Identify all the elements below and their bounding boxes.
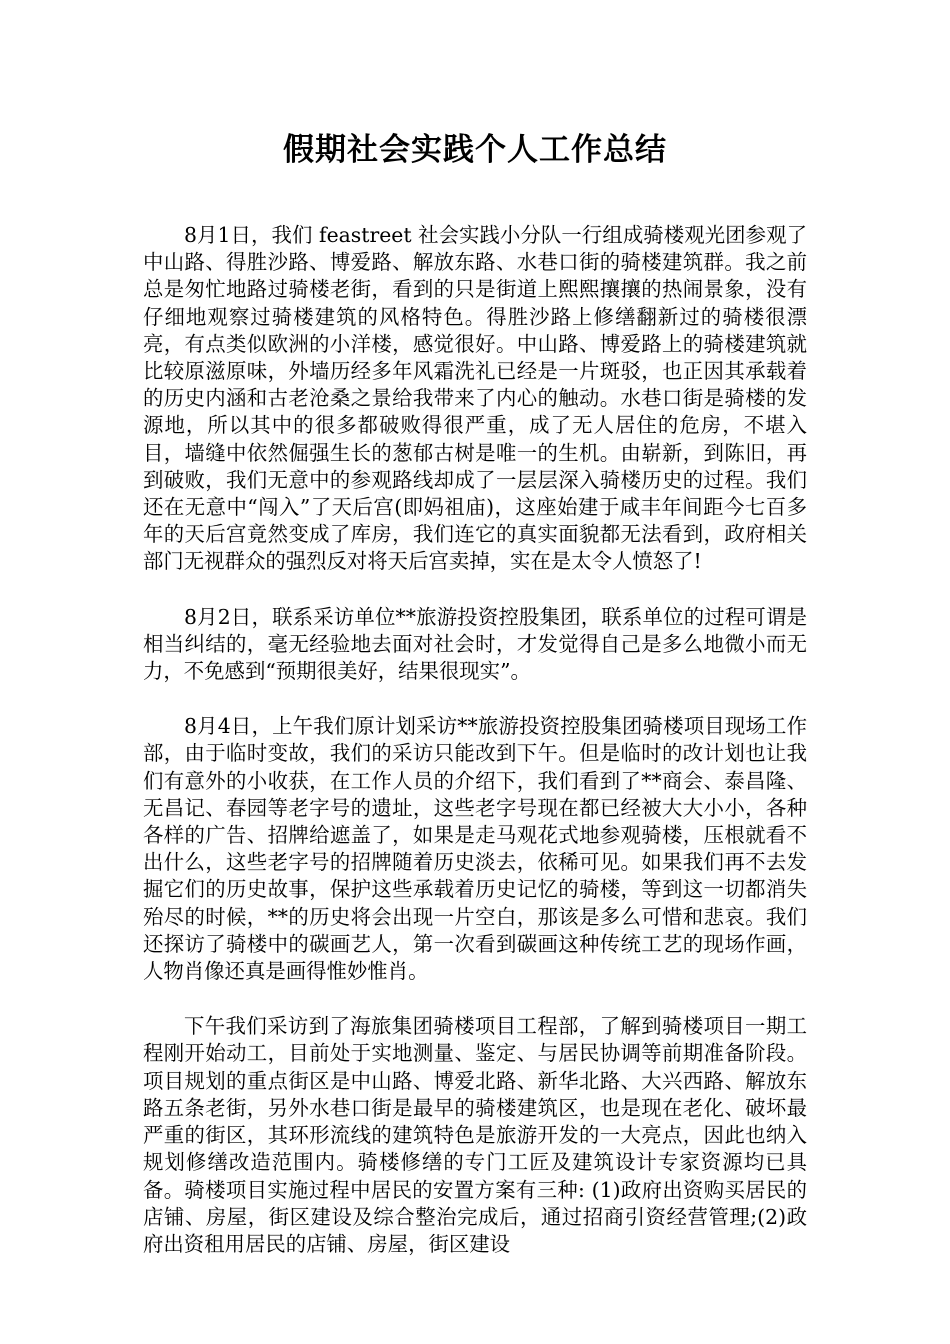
paragraph-aug-4-afternoon: 下午我们采访到了海旅集团骑楼项目工程部，了解到骑楼项目一期工程刚开始动工，目前处于实地测量、鉴定、与居民协调等前期准备阶段。项目规划的重点街区是中山路、博爱北路、新华北路、大兴西路、解放东路五条老街，另外水巷口街是最早的骑楼建筑区，也是现在老化、破坏最严重的街区，其环形流线的建筑特色是旅游开发的一大亮点，因此也纳入规划修缮改造范围内。骑楼修缮的专门工匠及建筑设计专家资源均已具备。骑楼项目实施过程中居民的安置方案有三种: (1)政府出资购买居民的店铺、房屋，街区建设及综合整治完成后，通过招商引资经营管理;(2)政府出资租用居民的店铺、房屋，街区建设 [143, 1014, 807, 1256]
paragraph-aug-4-morning: 8月4日，上午我们原计划采访**旅游投资控股集团骑楼项目现场工作部，由于临时变故，我们的采访只能改到下午。但是临时的改计划也让我们有意外的小收获，在工作人员的介绍下，我们看到了**商会、泰昌隆、无昌记、春园等老字号的遗址，这些老字号现在都已经被大大小小，各种各样的广告、招牌给遮盖了，如果是走马观花式地参观骑楼，压根就看不出什么，这些老字号的招牌随着历史淡去，依稀可见。如果我们再不去发掘它们的历史故事，保护这些承载着历史记忆的骑楼，等到这一切都消失殆尽的时候，**的历史将会出现一片空白，那该是多么可惜和悲哀。我们还探访了骑楼中的碳画艺人，第一次看到碳画这种传统工艺的现场作画，人物肖像还真是画得惟妙惟肖。 [143, 714, 807, 984]
paragraph-aug-1: 8月1日，我们 feastreet 社会实践小分队一行组成骑楼观光团参观了中山路、得胜沙路、博爱路、解放东路、水巷口街的骑楼建筑群。我之前总是匆忙地路过骑楼老街，看到的只是街道上熙熙攘攘的热闹景象，没有仔细地观察过骑楼建筑的风格特色。得胜沙路上修缮翻新过的骑楼很漂亮，有点类似欧洲的小洋楼，感觉很好。中山路、博爱路上的骑楼建筑就比较原滋原味，外墙历经多年风霜洗礼已经是一片斑驳，也正因其承载着的历史内涵和古老沧桑之景给我带来了内心的触动。水巷口街是骑楼的发源地，所以其中的很多都破败得很严重，成了无人居住的危房，不堪入目，墙缝中依然倔强生长的葱郁古树是唯一的生机。由崭新，到陈旧，再到破败，我们无意中的参观路线却成了一层层深入骑楼历史的过程。我们还在无意中“闯入”了天后宫(即妈祖庙)，这座始建于咸丰年间距今七百多年的天后宫竟然变成了库房，我们连它的真实面貌都无法看到，政府相关部门无视群众的强烈反对将天后宫卖掉，实在是太令人愤怒了! [143, 223, 807, 574]
document-body [143, 222, 807, 1286]
paragraph-aug-2: 8月2日，联系采访单位**旅游投资控股集团，联系单位的过程可谓是相当纠结的，毫无经验地去面对社会时，才发觉得自己是多么地微小而无力，不免感到“预期很美好，结果很现实”。 [143, 604, 807, 684]
document-title: 假期社会实践个人工作总结 [283, 132, 667, 168]
